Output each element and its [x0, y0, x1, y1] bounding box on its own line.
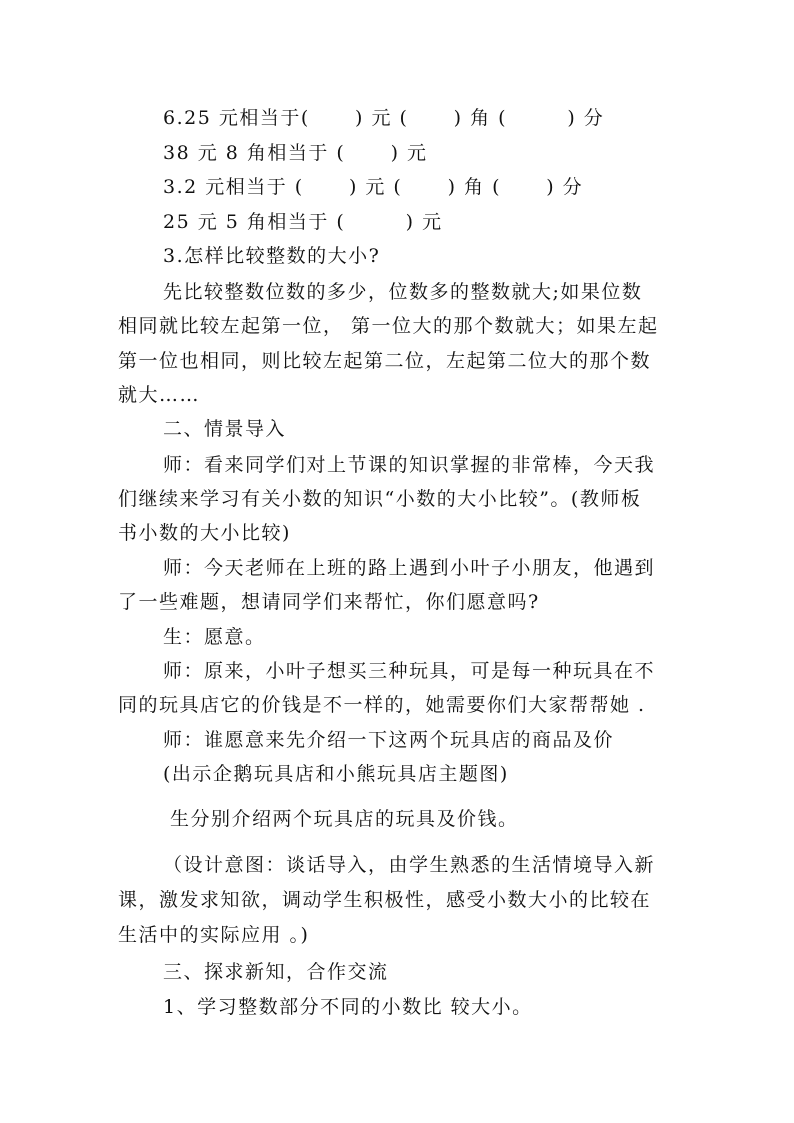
dialogue-line: 师：谁愿意来先介绍一下这两个玩具店的商品及价 [163, 729, 615, 751]
stage-note: (出示企鹅玩具店和小熊玩具店主题图) [163, 763, 509, 785]
paragraph-line: 先比较整数位数的多少，位数多的整数就大;如果位数 [163, 281, 643, 303]
text-line: 6.25 元相当于( ) 元 ( ) 角 ( ) 分 [163, 107, 605, 129]
design-note-line: 课，激发求知欲，调动学生积极性，感受小数大小的比较在 [118, 889, 652, 911]
section-heading: 二、情景导入 [163, 418, 287, 440]
dialogue-line: 师：看来同学们对上节课的知识掌握的非常棒，今天我 [163, 454, 656, 476]
dialogue-line: 师：今天老师在上班的路上遇到小叶子小朋友，他遇到 [163, 557, 656, 579]
dialogue-line: 师：原来，小叶子想买三种玩具，可是每一种玩具在不 [163, 660, 656, 682]
section-heading: 三、探求新知，合作交流 [163, 961, 389, 983]
design-note-line: 生活中的实际应用 。) [118, 924, 310, 946]
student-activity: 生分别介绍两个玩具店的玩具及价钱。 [170, 808, 519, 830]
paragraph-line: 相同就比较左起第一位， 第一位大的那个数就大；如果左起 [118, 315, 659, 337]
paragraph-line: 就大…… [118, 384, 201, 406]
text-line: 25 元 5 角相当于 ( ) 元 [163, 211, 443, 233]
paragraph-line: 第一位也相同，则比较左起第二位，左起第二位大的那个数 [118, 350, 652, 372]
text-line: 3.2 元相当于 ( ) 元 ( ) 角 ( ) 分 [163, 176, 584, 198]
text-line: 38 元 8 角相当于 ( ) 元 [163, 142, 428, 164]
dialogue-line: 们继续来学习有关小数的知识“小数的大小比较”。(教师板 [118, 488, 642, 510]
section-heading: 3.怎样比较整数的大小? [163, 245, 381, 267]
design-note-line: （设计意图：谈话导入，由学生熟悉的生活情境导入新 [163, 854, 656, 876]
dialogue-line: 生：愿意。 [163, 626, 266, 648]
subsection-heading: 1、学习整数部分不同的小数比 较大小。 [163, 996, 533, 1018]
dialogue-line: 书小数的大小比较) [118, 522, 291, 544]
dialogue-line: 了一些难题，想请同学们来帮忙，你们愿意吗? [118, 591, 540, 613]
dialogue-line: 同的玩具店它的价钱是不一样的，她需要你们大家帮帮她 . [118, 694, 646, 716]
